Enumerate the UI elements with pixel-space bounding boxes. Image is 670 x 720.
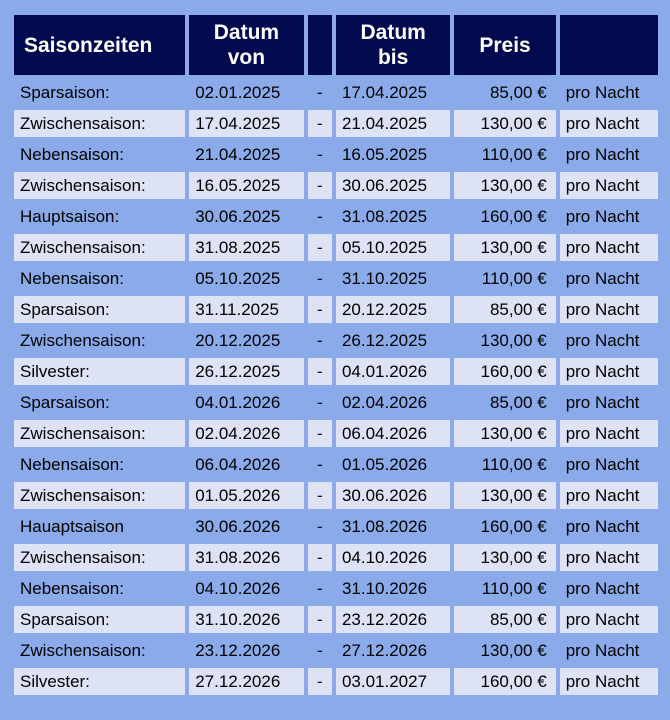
cell-season: Nebensaison: <box>14 141 185 168</box>
cell-dash: - <box>308 389 332 416</box>
cell-date-from: 02.01.2025 <box>189 79 303 106</box>
cell-unit: pro Nacht <box>560 513 658 540</box>
cell-season: Sparsaison: <box>14 389 185 416</box>
cell-date-to: 04.01.2026 <box>336 358 450 385</box>
cell-season: Zwischensaison: <box>14 327 185 354</box>
cell-unit: pro Nacht <box>560 358 658 385</box>
cell-date-from: 01.05.2026 <box>189 482 303 509</box>
cell-date-from: 02.04.2026 <box>189 420 303 447</box>
header-date-to: Datum bis <box>336 15 450 75</box>
cell-dash: - <box>308 575 332 602</box>
cell-price: 85,00 € <box>454 389 555 416</box>
cell-unit: pro Nacht <box>560 265 658 292</box>
cell-price: 110,00 € <box>454 575 555 602</box>
cell-date-from: 31.11.2025 <box>189 296 303 323</box>
table-row <box>14 482 658 509</box>
cell-unit: pro Nacht <box>560 141 658 168</box>
cell-season: Sparsaison: <box>14 79 185 106</box>
cell-dash: - <box>308 203 332 230</box>
cell-date-to: 02.04.2026 <box>336 389 450 416</box>
cell-price: 130,00 € <box>454 234 555 261</box>
cell-unit: pro Nacht <box>560 203 658 230</box>
cell-date-from: 06.04.2026 <box>189 451 303 478</box>
cell-dash: - <box>308 358 332 385</box>
table-row <box>14 389 658 416</box>
cell-price: 130,00 € <box>454 637 555 664</box>
cell-dash: - <box>308 668 332 695</box>
cell-date-to: 23.12.2026 <box>336 606 450 633</box>
cell-price: 110,00 € <box>454 141 555 168</box>
cell-date-to: 31.08.2025 <box>336 203 450 230</box>
cell-dash: - <box>308 79 332 106</box>
cell-unit: pro Nacht <box>560 451 658 478</box>
cell-season: Zwischensaison: <box>14 637 185 664</box>
cell-price: 160,00 € <box>454 513 555 540</box>
header-dash <box>308 15 332 75</box>
cell-unit: pro Nacht <box>560 172 658 199</box>
cell-dash: - <box>308 141 332 168</box>
cell-date-to: 20.12.2025 <box>336 296 450 323</box>
cell-dash: - <box>308 451 332 478</box>
table-row <box>14 637 658 664</box>
cell-dash: - <box>308 296 332 323</box>
cell-date-from: 26.12.2025 <box>189 358 303 385</box>
cell-unit: pro Nacht <box>560 296 658 323</box>
table-header-row <box>14 15 658 75</box>
cell-dash: - <box>308 172 332 199</box>
cell-date-to: 17.04.2025 <box>336 79 450 106</box>
cell-unit: pro Nacht <box>560 637 658 664</box>
table-row <box>14 327 658 354</box>
cell-date-from: 30.06.2025 <box>189 203 303 230</box>
cell-season: Sparsaison: <box>14 606 185 633</box>
cell-price: 130,00 € <box>454 544 555 571</box>
cell-date-to: 05.10.2025 <box>336 234 450 261</box>
header-price: Preis <box>454 15 555 75</box>
cell-date-from: 30.06.2026 <box>189 513 303 540</box>
cell-unit: pro Nacht <box>560 234 658 261</box>
cell-season: Zwischensaison: <box>14 482 185 509</box>
cell-date-from: 05.10.2025 <box>189 265 303 292</box>
cell-price: 85,00 € <box>454 606 555 633</box>
cell-price: 85,00 € <box>454 79 555 106</box>
cell-dash: - <box>308 513 332 540</box>
cell-date-to: 16.05.2025 <box>336 141 450 168</box>
cell-price: 160,00 € <box>454 668 555 695</box>
cell-date-to: 27.12.2026 <box>336 637 450 664</box>
cell-dash: - <box>308 234 332 261</box>
cell-date-from: 21.04.2025 <box>189 141 303 168</box>
cell-dash: - <box>308 637 332 664</box>
cell-date-to: 03.01.2027 <box>336 668 450 695</box>
table-row <box>14 141 658 168</box>
cell-date-to: 30.06.2026 <box>336 482 450 509</box>
cell-unit: pro Nacht <box>560 327 658 354</box>
cell-season: Hauaptsaison <box>14 513 185 540</box>
cell-dash: - <box>308 265 332 292</box>
table-row <box>14 203 658 230</box>
table-row <box>14 234 658 261</box>
cell-season: Sparsaison: <box>14 296 185 323</box>
table-row <box>14 79 658 106</box>
header-unit <box>560 15 658 75</box>
table-row <box>14 606 658 633</box>
cell-date-to: 06.04.2026 <box>336 420 450 447</box>
cell-price: 110,00 € <box>454 265 555 292</box>
cell-price: 130,00 € <box>454 327 555 354</box>
cell-unit: pro Nacht <box>560 110 658 137</box>
cell-dash: - <box>308 110 332 137</box>
cell-dash: - <box>308 544 332 571</box>
cell-season: Silvester: <box>14 358 185 385</box>
cell-price: 160,00 € <box>454 203 555 230</box>
cell-season: Silvester: <box>14 668 185 695</box>
cell-price: 85,00 € <box>454 296 555 323</box>
cell-date-from: 16.05.2025 <box>189 172 303 199</box>
cell-unit: pro Nacht <box>560 79 658 106</box>
cell-unit: pro Nacht <box>560 544 658 571</box>
cell-season: Zwischensaison: <box>14 110 185 137</box>
table-row <box>14 451 658 478</box>
table-row <box>14 265 658 292</box>
table-row <box>14 110 658 137</box>
table-row <box>14 513 658 540</box>
cell-date-from: 31.08.2025 <box>189 234 303 261</box>
table-row <box>14 296 658 323</box>
cell-price: 130,00 € <box>454 482 555 509</box>
cell-season: Zwischensaison: <box>14 172 185 199</box>
cell-dash: - <box>308 606 332 633</box>
cell-date-from: 04.10.2026 <box>189 575 303 602</box>
cell-dash: - <box>308 420 332 447</box>
table-row <box>14 668 658 695</box>
table-row <box>14 420 658 447</box>
cell-date-to: 31.10.2026 <box>336 575 450 602</box>
cell-season: Nebensaison: <box>14 575 185 602</box>
cell-price: 110,00 € <box>454 451 555 478</box>
cell-date-from: 27.12.2026 <box>189 668 303 695</box>
cell-season: Nebensaison: <box>14 265 185 292</box>
header-date-from: Datum von <box>189 15 303 75</box>
cell-date-to: 04.10.2026 <box>336 544 450 571</box>
cell-date-from: 17.04.2025 <box>189 110 303 137</box>
cell-date-from: 31.10.2026 <box>189 606 303 633</box>
cell-season: Zwischensaison: <box>14 544 185 571</box>
cell-date-from: 04.01.2026 <box>189 389 303 416</box>
table-row <box>14 172 658 199</box>
table-row <box>14 575 658 602</box>
cell-season: Nebensaison: <box>14 451 185 478</box>
table-row <box>14 358 658 385</box>
cell-price: 130,00 € <box>454 420 555 447</box>
cell-season: Hauptsaison: <box>14 203 185 230</box>
season-price-table <box>10 11 662 699</box>
cell-unit: pro Nacht <box>560 668 658 695</box>
cell-date-from: 31.08.2026 <box>189 544 303 571</box>
cell-unit: pro Nacht <box>560 420 658 447</box>
cell-date-to: 26.12.2025 <box>336 327 450 354</box>
header-season: Saisonzeiten <box>14 15 185 75</box>
cell-date-to: 21.04.2025 <box>336 110 450 137</box>
cell-price: 130,00 € <box>454 172 555 199</box>
cell-date-from: 20.12.2025 <box>189 327 303 354</box>
cell-season: Zwischensaison: <box>14 234 185 261</box>
cell-season: Zwischensaison: <box>14 420 185 447</box>
table-body <box>14 79 658 695</box>
cell-unit: pro Nacht <box>560 606 658 633</box>
cell-date-from: 23.12.2026 <box>189 637 303 664</box>
cell-date-to: 31.10.2025 <box>336 265 450 292</box>
cell-unit: pro Nacht <box>560 482 658 509</box>
cell-price: 160,00 € <box>454 358 555 385</box>
cell-date-to: 01.05.2026 <box>336 451 450 478</box>
table-row <box>14 544 658 571</box>
cell-date-to: 31.08.2026 <box>336 513 450 540</box>
cell-dash: - <box>308 482 332 509</box>
cell-dash: - <box>308 327 332 354</box>
cell-price: 130,00 € <box>454 110 555 137</box>
cell-unit: pro Nacht <box>560 575 658 602</box>
cell-date-to: 30.06.2025 <box>336 172 450 199</box>
cell-unit: pro Nacht <box>560 389 658 416</box>
